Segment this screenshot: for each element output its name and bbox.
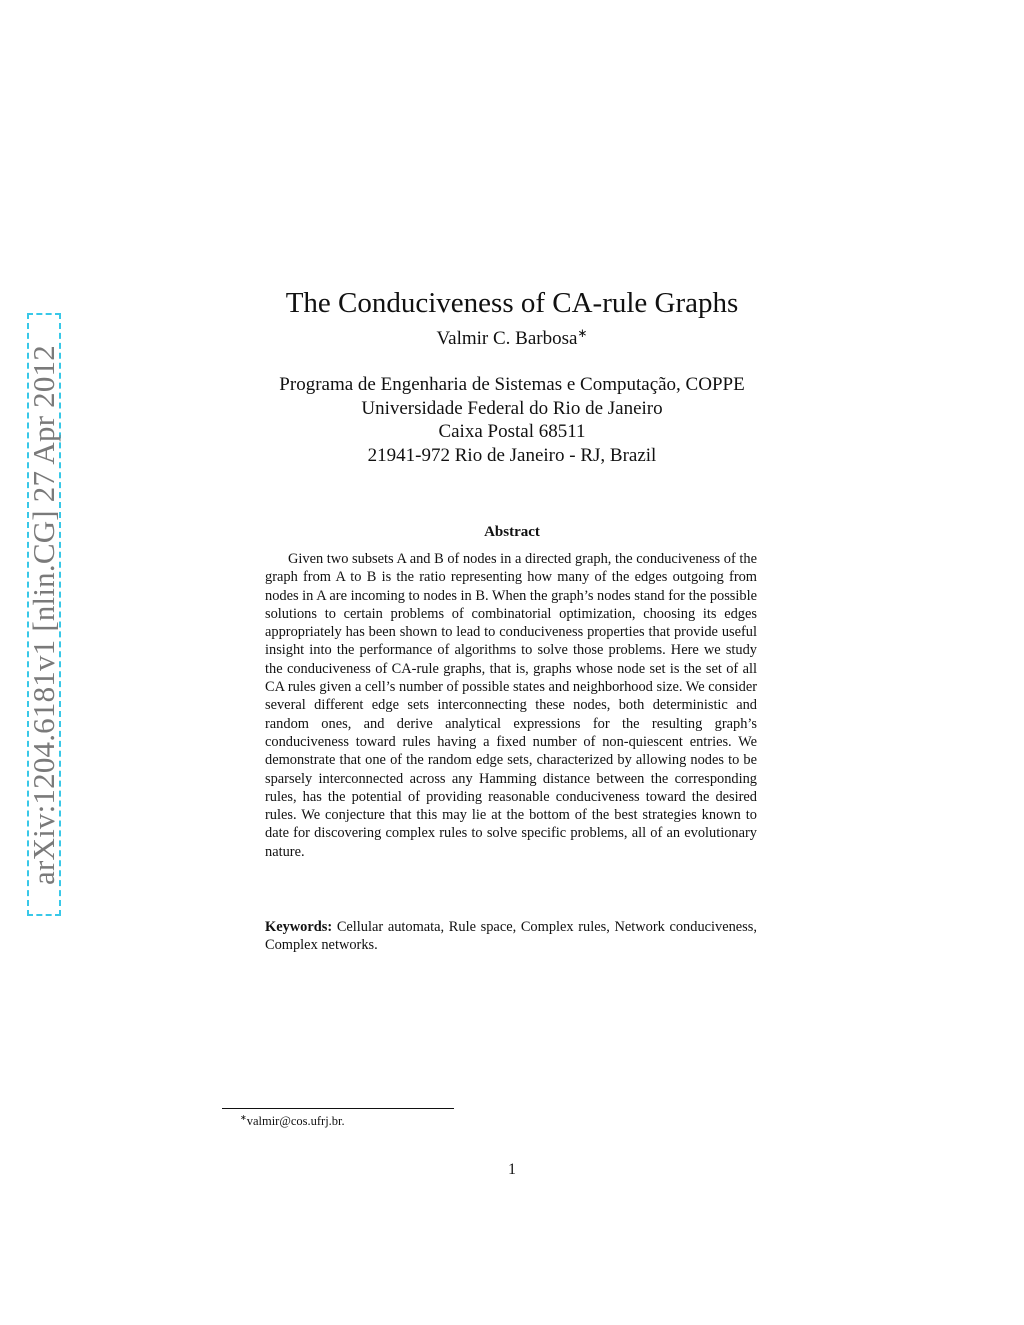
footnote-mark: ∗ xyxy=(240,1113,247,1122)
page-number: 1 xyxy=(508,1161,516,1178)
footnote-rule xyxy=(222,1108,454,1109)
footnote-email: valmir@cos.ufrj.br. xyxy=(246,1114,345,1128)
affiliation-line: 21941-972 Rio de Janeiro - RJ, Brazil xyxy=(367,444,657,466)
paper-title: The Conduciveness of CA-rule Graphs xyxy=(285,287,739,320)
affiliation-line: Programa de Engenharia de Sistemas e Computação, COPPE xyxy=(279,374,745,395)
footnote xyxy=(240,1113,345,1129)
abstract-text: Given two subsets A and B of nodes in a directed graph, the conduciveness of the graph from A to B is the ratio representing how many of the edges outgoing from nodes in A are incoming to nodes in B. When the graph’s nodes stand for the possible solutions to certain problems of combinatorial optimization, choosing its edges appropriately has been shown to lead to conduciveness properties that provide useful insight into the performance of algorithms to solve those problems. Here we study the conduciveness of CA-rule graphs, that is, graphs whose node set is the set of all CA rules given a cell’s number of possible states and neighborhood size. We consider several different edge sets interconnecting these nodes, both deterministic and random ones, and derive analytical expressions for the resulting graph’s conduciveness toward rules having a fixed number of non-quiescent entries. We demonstrate that one of the random edge sets, characterized by allowing nodes to be sparsely interconnected across any Hamming distance between the corresponding rules, has the potential of providing reasonable conduciveness toward the desired rules. We conjecture that this may lie at the bottom of the best strategies known to date for discovering complex rules to solve specific problems, all of an evolutionary nature. xyxy=(265,551,757,860)
keywords-label: Keywords: xyxy=(265,919,333,935)
keywords-paragraph xyxy=(265,918,757,955)
affiliation-line: Caixa Postal 68511 xyxy=(438,421,586,442)
author-line xyxy=(0,326,1024,350)
author-footnote-mark: ∗ xyxy=(577,326,588,340)
affiliation-line: Universidade Federal do Rio de Janeiro xyxy=(361,397,663,419)
author-name: Valmir C. Barbosa xyxy=(436,328,578,349)
affiliation-block xyxy=(0,373,1024,467)
abstract-heading: Abstract xyxy=(484,524,540,540)
keywords-text: Cellular automata, Rule space, Complex rules, Network conduciveness, Complex networks. xyxy=(265,919,757,954)
arxiv-identifier: arXiv:1204.6181v1 [nlin.CG] 27 Apr 2012 xyxy=(26,344,61,885)
